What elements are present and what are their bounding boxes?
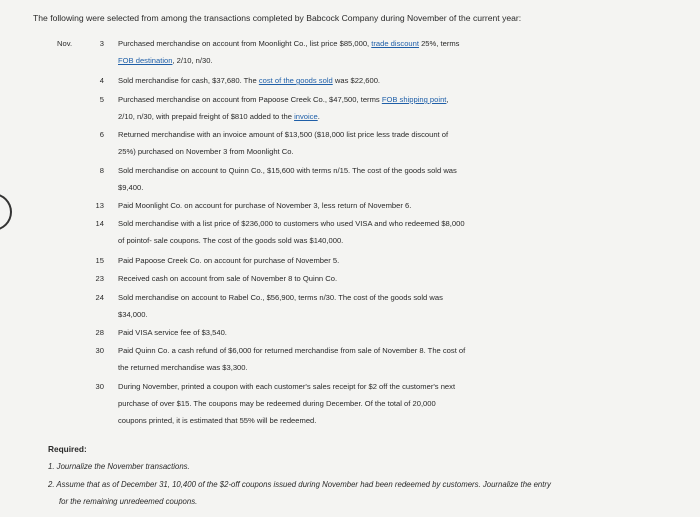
transaction-day: 28	[95, 328, 104, 337]
transaction-description: Sold merchandise with a list price of $236,000 to customers who used VISA and who redeemed $8,000 of pointof- sale coupons. The cost of the goods sold was $140,000.	[118, 219, 465, 245]
problem-intro: The following were selected from among the transactions completed by Babcock Company during November of the current year:	[33, 13, 522, 23]
transaction-description: During November, printed a coupon with each customer's sales receipt for $2 off the customer's next purchase of over $15. The coupons may be redeemed during December. Of the total of 20,000 coupons printed, it is estimated that 55% will be redeemed.	[118, 382, 456, 425]
transaction-description: Paid Quinn Co. a cash refund of $6,000 for returned merchandise from sale of November 8. The cost of the returned merchandise was $3,300.	[118, 346, 466, 372]
transaction-description: Purchased merchandise on account from Papoose Creek Co., $47,500, terms FOB shipping point, 2/10, n/30, with prepaid freight of $810 added to the invoice.	[118, 95, 449, 121]
transaction-day: 24	[95, 293, 104, 302]
transaction-day: 30	[95, 382, 104, 391]
transaction-day: 4	[99, 76, 104, 85]
transaction-description: Returned merchandise with an invoice amount of $13,500 ($18,000 list price less trade discount of 25%) purchased on November 3 from Moonlight Co.	[118, 130, 449, 156]
transaction-description: Received cash on account from sale of November 8 to Quinn Co.	[118, 274, 338, 283]
transaction-description: Purchased merchandise on account from Moonlight Co., list price $85,000, trade discount 25%, terms FOB destination, 2/10, n/30.	[118, 39, 460, 65]
month-label: Nov.	[57, 39, 73, 48]
transaction-day: 14	[95, 219, 104, 228]
transaction-description: Paid Moonlight Co. on account for purchase of November 3, less return of November 6.	[118, 201, 412, 210]
transaction-day: 5	[99, 95, 104, 104]
fob-destination-link[interactable]: FOB destination	[118, 56, 173, 65]
fob-shipping-point-link[interactable]: FOB shipping point	[381, 95, 447, 104]
transaction-description: Sold merchandise on account to Rabel Co., $56,900, terms n/30. The cost of the goods sold was $34,000.	[118, 293, 443, 319]
transaction-description: Paid VISA service fee of $3,540.	[118, 328, 227, 337]
transaction-day: 15	[95, 256, 104, 265]
transaction-day: 23	[95, 274, 104, 283]
transaction-day: 30	[95, 346, 104, 355]
transaction-description: Sold merchandise for cash, $37,680. The cost of the goods sold was $22,600.	[118, 76, 381, 85]
required-item-1: 1. Journalize the November transactions.	[48, 462, 190, 471]
trade-discount-link[interactable]: trade discount	[371, 39, 419, 48]
transaction-description: Sold merchandise on account to Quinn Co., $15,600 with terms n/15. The cost of the goods sold was $9,400.	[118, 166, 457, 192]
invoice-link[interactable]: invoice	[294, 112, 318, 121]
transaction-description: Paid Papoose Creek Co. on account for purchase of November 5.	[118, 256, 340, 265]
required-heading: Required:	[48, 444, 87, 454]
transaction-day: 3	[99, 39, 104, 48]
transaction-day: 8	[99, 166, 104, 175]
transaction-day: 6	[99, 130, 104, 139]
back-arrow-icon[interactable]	[0, 193, 12, 231]
required-item-2: 2. Assume that as of December 31, 10,400 of the $2-off coupons issued during November had been redeemed by customers. Journalize the entry for the remaining unredeemed coupons.	[48, 480, 551, 506]
transaction-day: 13	[95, 201, 104, 210]
cost-of-goods-sold-link[interactable]: cost of the goods sold	[258, 76, 333, 85]
